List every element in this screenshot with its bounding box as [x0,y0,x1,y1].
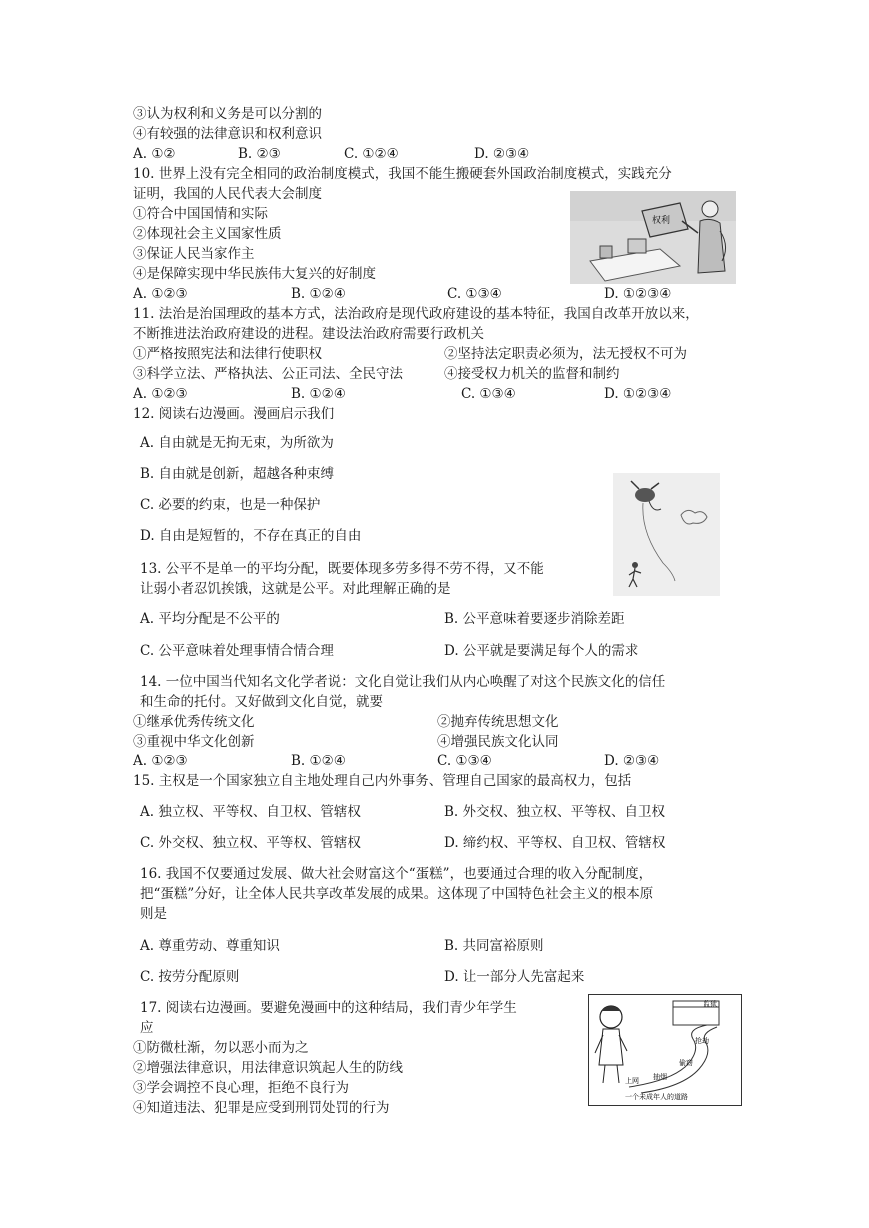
q17-road-label-3: 偷窃 [679,1059,693,1067]
q10-option-d[interactable]: D. ①②③④ [604,286,672,302]
q17-cartoon-caption: 一个未成年人的道路 [625,1093,688,1101]
q14-item-1: ①继承优秀传统文化 [133,714,255,730]
q17-item-3: ③学会调控不良心理，拒绝不良行为 [133,1080,349,1096]
q14-option-d[interactable]: D. ②③④ [604,753,660,769]
q10-item-2: ②体现社会主义国家性质 [133,226,282,242]
q9-option-b[interactable]: B. ②③ [238,146,281,162]
q11-item-3: ③科学立法、严格执法、公正司法、全民守法 [133,366,403,382]
q15-option-a[interactable]: A. 独立权、平等权、自卫权、管辖权 [140,804,361,820]
q13-option-b[interactable]: B. 公平意味着要逐步消除差距 [444,611,625,627]
q11-option-c[interactable]: C. ①③④ [461,386,516,402]
q17-item-1: ①防微杜渐，勿以恶小而为之 [133,1040,309,1056]
q16-option-b[interactable]: B. 共同富裕原则 [444,938,544,954]
q12-stem: 12. 阅读右边漫画。漫画启示我们 [133,406,335,422]
q17-road-label-4: 抢劫 [695,1037,709,1045]
q17-item-4: ④知道违法、犯罪是应受到刑罚处罚的行为 [133,1100,390,1116]
q11-option-a[interactable]: A. ①②③ [133,386,188,402]
q17-road-label-1: 上网 [625,1077,639,1085]
q11-option-d[interactable]: D. ①②③④ [604,386,672,402]
q11-stem-line1: 11. 法治是治国理政的基本方式，法治政府是现代政府建设的基本特征，我国自改革开放以来， [133,306,699,322]
q10-stem-line1: 10. 世界上没有完全相同的政治制度模式，我国不能生搬硬套外国政治制度模式，实践充分 [133,166,672,182]
q10-option-b[interactable]: B. ①②④ [291,286,346,302]
q10-option-c[interactable]: C. ①③④ [447,286,502,302]
q11-stem-line2: 不断推进法治政府建设的进程。建设法治政府需要行政机关 [133,326,484,342]
q10-item-1: ①符合中国国情和实际 [133,206,268,222]
q12-option-b[interactable]: B. 自由就是创新，超越各种束缚 [140,466,335,482]
q15-stem: 15. 主权是一个国家独立自主地处理自己内外事务、管理自己国家的最高权力，包括 [133,773,632,789]
q11-item-4: ④接受权力机关的监督和制约 [444,366,620,382]
q16-stem-line1: 16. 我国不仅要通过发展、做大社会财富这个“蛋糕”，也要通过合理的收入分配制度， [140,866,653,882]
q17-stem-line2: 应 [140,1020,154,1036]
q16-option-a[interactable]: A. 尊重劳动、尊重知识 [140,938,280,954]
q11-item-1: ①严格按照宪法和法律行使职权 [133,346,322,362]
q13-option-c[interactable]: C. 公平意味着处理事情合情合理 [140,643,334,659]
q16-stem-line2: 把“蛋糕”分好，让全体人民共享改革发展的成果。这体现了中国特色社会主义的根本原 [140,886,654,902]
q10-option-a[interactable]: A. ①②③ [133,286,188,302]
q15-option-d[interactable]: D. 缔约权、平等权、自卫权、管辖权 [444,835,666,851]
q16-stem-line3: 则是 [140,906,167,922]
q17-item-2: ②增强法律意识，用法律意识筑起人生的防线 [133,1060,403,1076]
q14-stem-line2: 和生命的托付。又好做到文化自觉，就要 [140,694,383,710]
q14-option-a[interactable]: A. ①②③ [133,753,188,769]
q15-option-c[interactable]: C. 外交权、独立权、平等权、管辖权 [140,835,361,851]
q10-item-3: ③保证人民当家作主 [133,246,255,262]
q12-kite-cartoon-image [613,473,720,596]
q17-road-cartoon-image [588,994,742,1106]
q15-option-b[interactable]: B. 外交权、独立权、平等权、自卫权 [444,804,666,820]
q16-option-d[interactable]: D. 让一部分人先富起来 [444,969,585,985]
q9-item-3: ③认为权利和义务是可以分割的 [133,106,322,122]
q13-option-d[interactable]: D. 公平就是要满足每个人的需求 [444,643,639,659]
q14-item-4: ④增强民族文化认同 [437,734,559,750]
q17-stem-line1: 17. 阅读右边漫画。要避免漫画中的这种结局，我们青少年学生 [140,1000,517,1016]
q9-item-4: ④有较强的法律意识和权利意识 [133,126,322,142]
q10-item-4: ④是保障实现中华民族伟大复兴的好制度 [133,266,376,282]
q12-option-d[interactable]: D. 自由是短暂的，不存在真正的自由 [140,528,362,544]
q10-image-sign-text: 权利 [652,216,671,226]
q13-option-a[interactable]: A. 平均分配是不公平的 [140,611,280,627]
q13-stem-line1: 13. 公平不是单一的平均分配，既要体现多劳多得不劳不得，又不能 [140,561,544,577]
q14-item-2: ②抛弃传统思想文化 [437,714,559,730]
q9-option-c[interactable]: C. ①②④ [344,146,399,162]
q14-option-b[interactable]: B. ①②④ [291,753,346,769]
q11-option-b[interactable]: B. ①②④ [291,386,346,402]
q14-stem-line1: 14. 一位中国当代知名文化学者说：文化自觉让我们从内心唤醒了对这个民族文化的信任 [140,674,666,690]
q12-option-a[interactable]: A. 自由就是无拘无束，为所欲为 [140,435,334,451]
q16-option-c[interactable]: C. 按劳分配原则 [140,969,240,985]
q9-option-a[interactable]: A. ①② [133,146,176,162]
q10-cartoon-image [570,191,736,284]
q14-item-3: ③重视中华文化创新 [133,734,255,750]
q12-option-c[interactable]: C. 必要的约束，也是一种保护 [140,497,321,513]
q9-option-d[interactable]: D. ②③④ [474,146,530,162]
q17-road-label-2: 抽烟 [653,1073,667,1081]
q17-prison-label: 监狱 [703,1000,717,1008]
q14-option-c[interactable]: C. ①③④ [437,753,492,769]
q13-stem-line2: 让弱小者忍饥挨饿，这就是公平。对此理解正确的是 [140,581,451,597]
q10-stem-line2: 证明，我国的人民代表大会制度 [133,186,322,202]
q11-item-2: ②坚持法定职责必须为，法无授权不可为 [444,346,687,362]
